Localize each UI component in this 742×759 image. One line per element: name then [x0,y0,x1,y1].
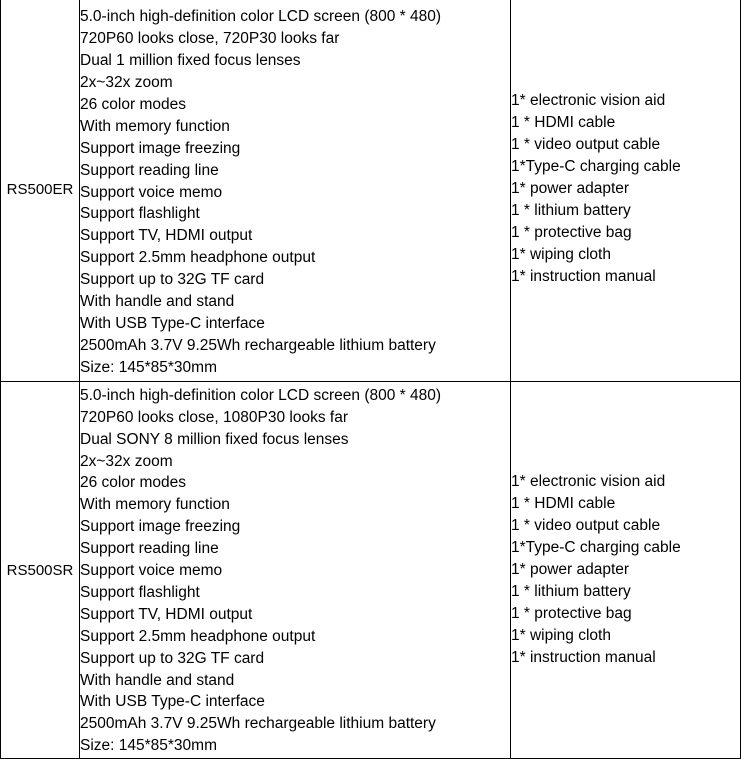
package-item: 1* instruction manual [511,648,656,666]
package-item: 1*Type-C charging cable [511,539,681,557]
feature-item: With memory function [80,496,230,514]
feature-item: 720P60 looks close, 720P30 looks far [80,30,340,48]
table-row [1,382,741,759]
package-item: 1* power adapter [511,561,630,579]
package-item: 1* wiping cloth [511,245,611,263]
feature-item: 2x~32x zoom [80,74,173,92]
package-item: 1 * HDMI cable [511,114,616,132]
feature-item: With USB Type-C interface [80,693,265,711]
features-cell [80,0,511,382]
feature-item: Support voice memo [80,183,223,201]
feature-item: Dual 1 million fixed focus lenses [80,52,301,70]
feature-item: 2x~32x zoom [80,452,173,470]
table-body [1,0,741,759]
package-item: 1* electronic vision aid [511,473,666,491]
feature-item: 26 color modes [80,474,186,492]
model-name: RS500SR [6,561,74,579]
feature-item: With USB Type-C interface [80,314,265,332]
feature-item: Support image freezing [80,518,241,536]
package-item: 1* instruction manual [511,267,656,285]
feature-item: 5.0-inch high-definition color LCD screen (800 * 480) [80,386,442,404]
feature-item: Size: 145*85*30mm [80,358,217,376]
feature-item: Support TV, HDMI output [80,227,253,245]
feature-item: Support reading line [80,161,219,179]
package-item: 1*Type-C charging cable [511,158,681,176]
feature-item: Support flashlight [80,583,200,601]
feature-item: 2500mAh 3.7V 9.25Wh rechargeable lithium battery [80,715,436,733]
feature-item: 26 color modes [80,95,186,113]
feature-item: With memory function [80,117,230,135]
package-item: 1 * video output cable [511,517,661,535]
feature-item: Support 2.5mm headphone output [80,249,316,267]
model-name: RS500ER [6,180,74,198]
feature-item: Support TV, HDMI output [80,605,253,623]
feature-item: 2500mAh 3.7V 9.25Wh rechargeable lithium battery [80,336,436,354]
package-cell [511,0,741,382]
package-item: 1 * video output cable [511,136,661,154]
package-item: 1 * lithium battery [511,582,631,600]
feature-item: Dual SONY 8 million fixed focus lenses [80,430,349,448]
package-item: 1 * HDMI cable [511,495,616,513]
feature-item: Support 2.5mm headphone output [80,627,316,645]
table-row [1,0,741,382]
package-cell [511,382,741,759]
feature-item: Support reading line [80,540,219,558]
feature-item: 720P60 looks close, 1080P30 looks far [80,408,348,426]
package-item: 1 * protective bag [511,223,632,241]
package-item: 1 * protective bag [511,604,632,622]
package-item: 1* wiping cloth [511,626,611,644]
feature-item: 5.0-inch high-definition color LCD screen (800 * 480) [80,8,442,26]
feature-item: Support image freezing [80,139,241,157]
feature-item: Support voice memo [80,562,223,580]
feature-item: Support up to 32G TF card [80,271,265,289]
feature-item: With handle and stand [80,293,235,311]
package-item: 1* electronic vision aid [511,92,666,110]
feature-item: Support up to 32G TF card [80,649,265,667]
model-cell [1,382,80,759]
feature-item: Size: 145*85*30mm [80,737,217,755]
feature-item: With handle and stand [80,671,235,689]
package-item: 1* power adapter [511,180,630,198]
features-cell [80,382,511,759]
feature-item: Support flashlight [80,205,200,223]
package-item: 1 * lithium battery [511,201,631,219]
model-cell [1,0,80,382]
